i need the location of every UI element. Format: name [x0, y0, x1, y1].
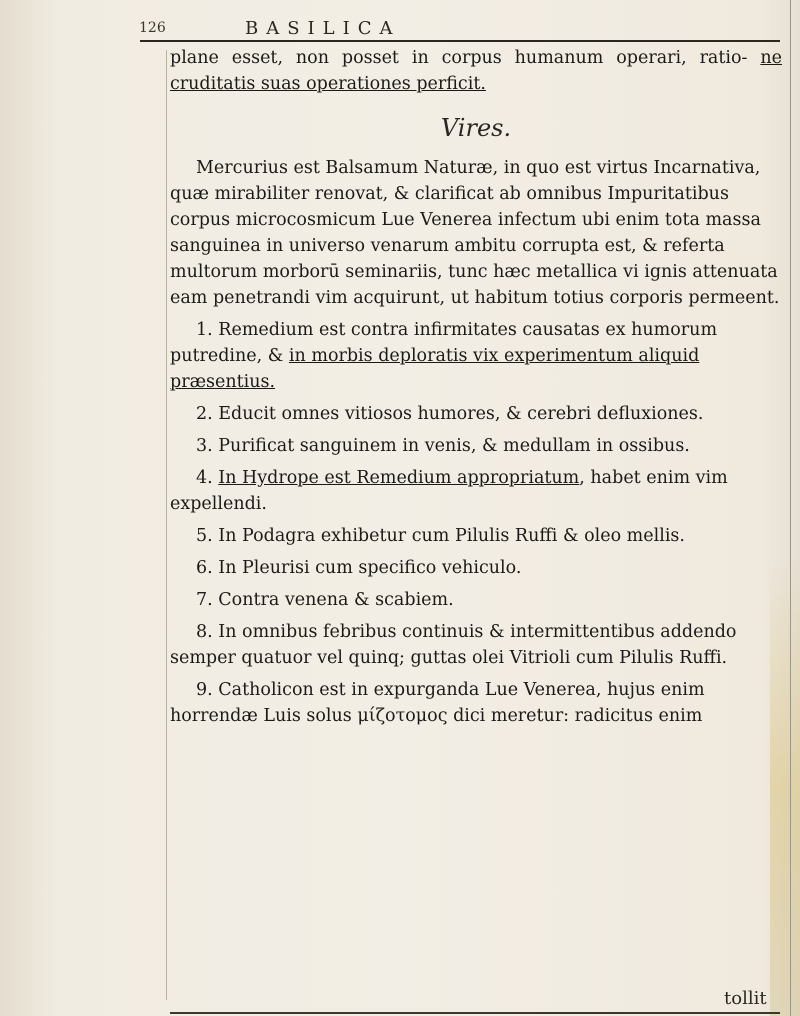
- item-text: Catholicon est in expurganda Lue Venerea, hujus enim horrendæ Luis solus μίζοτομος dici meretur: radicitus enim: [170, 680, 705, 726]
- running-head: BASILICA: [245, 18, 401, 39]
- item-text: Purificat sanguinem in venis, & medullam in ossibus.: [218, 436, 690, 456]
- bottom-rule: [170, 1012, 780, 1014]
- paragraph-continued-text: plane esset, non posset in corpus humanum operari, ratio-: [170, 48, 748, 68]
- paragraph-continued: [170, 45, 782, 97]
- list-item-4: [170, 465, 782, 517]
- page-number: 126: [139, 20, 166, 36]
- item-text: Contra venena & scabiem.: [218, 590, 454, 610]
- item-text: , habet enim vim expellendi.: [170, 468, 728, 514]
- item-number: 4.: [196, 468, 213, 488]
- item-number: 8.: [196, 622, 213, 642]
- list-item-9: [170, 677, 782, 729]
- item-number: 3.: [196, 436, 213, 456]
- item-number: 1.: [196, 320, 213, 340]
- list-item-1: [170, 317, 782, 395]
- list-item-6: [170, 555, 782, 581]
- paragraph-mercurius: Mercurius est Balsamum Naturæ, in quo est virtus Incarnativa, quæ mirabiliter renovat, & clarificat ab omnibus Impuritatibus corpus microcosmicum Lue Venerea infectum ubi enim tota massa sanguinea in universo venarum ambitu corrupta est, & referta multorum morborū seminariis, tunc hæc metallica vi ignis attenuata eam penetrandi vim acquirunt, ut habitum totius corporis permeent.: [170, 158, 780, 308]
- item-number: 9.: [196, 680, 213, 700]
- list-item-2: [170, 401, 782, 427]
- item-text: In Pleurisi cum specifico vehiculo.: [218, 558, 522, 578]
- paragraph-continued-underlined: ne cruditatis suas operationes perficit.: [170, 48, 782, 94]
- header-rule: [140, 40, 780, 42]
- main-text: [170, 45, 782, 729]
- list-item-3: [170, 433, 782, 459]
- item-text: In Podagra exhibetur cum Pilulis Ruffi & oleo mellis.: [218, 526, 685, 546]
- list-item-7: [170, 587, 782, 613]
- left-margin-line: [166, 50, 167, 1000]
- item-number: 2.: [196, 404, 213, 424]
- item-number: 7.: [196, 590, 213, 610]
- list-item-5: [170, 523, 782, 549]
- item-number: 6.: [196, 558, 213, 578]
- right-edge-line: [790, 0, 791, 1016]
- item-text: Remedium est contra infirmitates causatas ex humorum putredine, &: [170, 320, 718, 366]
- item-text: Educit omnes vitiosos humores, & cerebri defluxiones.: [218, 404, 704, 424]
- item-number: 5.: [196, 526, 213, 546]
- item-text: In omnibus febribus continuis & intermittentibus addendo semper quatuor vel quinq; guttas olei Vitrioli cum Pilulis Ruffi.: [170, 622, 737, 668]
- section-heading: Vires.: [440, 114, 512, 142]
- catchword: tollit: [724, 988, 767, 1009]
- list-item-8: [170, 619, 782, 671]
- item-text-underlined: In Hydrope est Remedium appropriatum: [218, 468, 580, 488]
- item-text-underlined: in morbis deploratis vix experimentum aliquid præsentius.: [170, 346, 700, 392]
